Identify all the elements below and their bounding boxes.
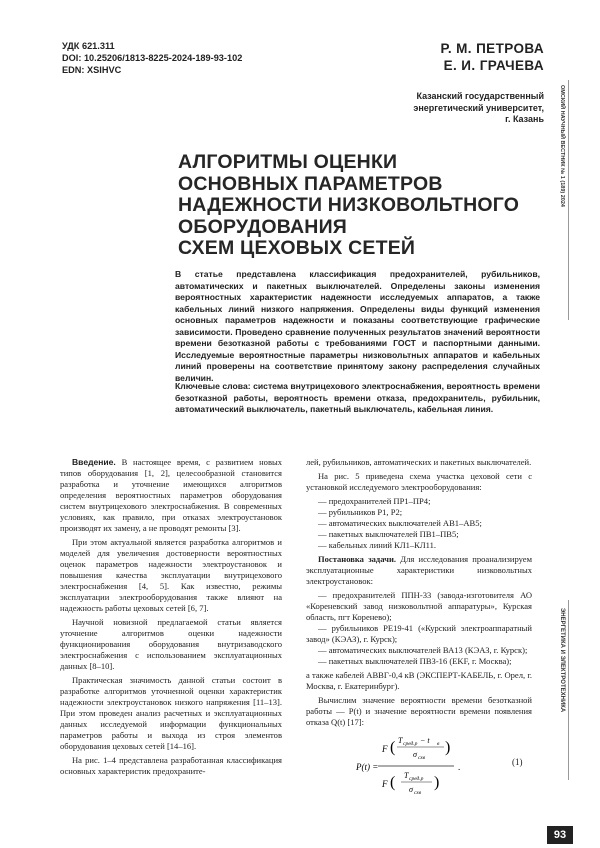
section-name: ЭНЕРГЕТИКА И ЭЛЕКТРОТЕХНИКА bbox=[559, 608, 565, 713]
page-number: 93 bbox=[547, 826, 573, 844]
formula-paren: ( bbox=[390, 739, 396, 756]
formula-paren: ) bbox=[434, 774, 440, 791]
title-line: СХЕМ ЦЕХОВЫХ СЕТЕЙ bbox=[178, 237, 416, 259]
formula-sigma: σ bbox=[409, 785, 413, 794]
udk: УДК 621.311 bbox=[62, 41, 115, 51]
affiliation-line: г. Казань bbox=[505, 114, 544, 124]
task-paragraph bbox=[306, 554, 532, 587]
paragraph: а также кабелей АВВГ-0,4 кВ (ЭКСПЕРТ-КАБЕЛЬ, г. Орел, г. Москва, г. Екатеринбург). bbox=[306, 670, 532, 691]
formula-number: (1) bbox=[512, 757, 523, 767]
section-heading: Постановка задачи. bbox=[318, 554, 397, 564]
formula-t-sub: сред.р bbox=[403, 741, 418, 747]
title-line: ОБОРУДОВАНИЯ bbox=[178, 215, 348, 238]
formula-paren: ( bbox=[390, 774, 396, 791]
sidebar-rule bbox=[568, 80, 569, 320]
list-item: — пакетных выключателей ПВЗ-16 (EKF, г. Москва); bbox=[306, 656, 532, 667]
right-column bbox=[306, 457, 532, 731]
formula-f: F bbox=[382, 744, 388, 754]
paragraph: Научной новизной предлагаемой статьи является уточнение алгоритмов оценки надежности функционирования оборудования внутризаводского электроснабжения с использованием эксплуатационных данных [8–10]. bbox=[60, 617, 282, 671]
doi: DOI: 10.25206/1813-8225-2024-189-93-102 bbox=[62, 53, 243, 63]
article-meta bbox=[62, 40, 242, 76]
intro-paragraph bbox=[60, 457, 282, 534]
section-sidebar bbox=[555, 608, 567, 828]
list-item: — пакетных выключателей ПВ1–ПВ5; bbox=[306, 529, 532, 540]
affiliation-line: энергетический университет, bbox=[413, 102, 544, 113]
formula-paren: ) bbox=[445, 739, 451, 756]
manufacturer-list bbox=[306, 590, 532, 667]
title-line: ОСНОВНЫХ ПАРАМЕТРОВ bbox=[178, 172, 443, 195]
formula-lhs: P(t) = bbox=[356, 762, 379, 772]
formula-1 bbox=[356, 730, 536, 800]
formula-t: T bbox=[398, 736, 403, 745]
paragraph: На рис. 1–4 представлена разработанная классификация основных характеристик предохраните- bbox=[60, 755, 282, 776]
affiliation-line: Казанский государственный bbox=[416, 91, 544, 101]
title-line: АЛГОРИТМЫ ОЦЕНКИ bbox=[178, 151, 398, 173]
list-item: — кабельных линий КЛ1–КЛ11. bbox=[306, 540, 532, 551]
keywords: Ключевые слова: система внутрицехового электроснабжения, вероятность времени безотказной работы, вероятность времени отказа, предохранитель, рубильник, автоматический выключатель, пакетный выключатель, кабельная линия. bbox=[175, 381, 540, 414]
journal-name: ОМСКИЙ НАУЧНЫЙ ВЕСТНИК № 1 (189) 2024 bbox=[559, 85, 565, 207]
journal-sidebar bbox=[555, 85, 567, 315]
list-item: — автоматических выключателей АВ1–АВ5; bbox=[306, 518, 532, 529]
list-item: — предохранителей ППН-33 (завода-изготовителя АО «Кореневский завод низковольтной аппаратуры», Курская область, пгт Коренево); bbox=[306, 590, 532, 623]
formula-tb-sub: в bbox=[437, 741, 440, 747]
paragraph: Практическая значимость данной статьи состоит в разработке алгоритмов уточненной оценки характеристик надежности электроустановок низкого напряжения [11–13]. При этом проведен анализ расчетных и эксплуатационных данных исследуемой информации функциональных параметров работы и выхода из строя элементов оборудования цеховых сетей [14–16]. bbox=[60, 675, 282, 751]
article-title bbox=[178, 152, 538, 260]
section-heading: Введение. bbox=[72, 457, 116, 467]
list-item: — предохранителей ПР1–ПР4; bbox=[306, 496, 532, 507]
paragraph: При этом актуальной является разработка алгоритмов и моделей для увеличения достоверности вероятностных оценок параметров надежности электроустановок и повышения качества эксплуатации внутрицехового электроснабжения [4, 5]. Как известно, режимы эксплуатации электрооборудования также влияют на надежность работы цеховых сетей [6, 7]. bbox=[60, 537, 282, 613]
author-1: Р. М. ПЕТРОВА bbox=[440, 41, 544, 56]
list-item: — рубильников РЕ19-41 («Курский электроаппаратный завод» (КЭАЗ), г. Курск); bbox=[306, 623, 532, 645]
paragraph-text: В настоящее время, с развитием новых типов оборудования [1, 2], целесообразной становится разработка и уточнение имеющихся алгоритмов определения вероятностных параметров оборудования систем внутрицехового электроснабжения. В современных условиях, как правило, при отказах электроустановок производят их замену, а не проводят ремонты [3]. bbox=[60, 457, 282, 533]
list-item: — автоматических выключателей ВА13 (КЭАЗ, г. Курск); bbox=[306, 645, 532, 656]
formula-sigma: σ bbox=[413, 750, 417, 759]
formula-t-sub: сред.р bbox=[409, 776, 424, 782]
abstract: В статье представлена классификация предохранителей, рубильников, автоматических и пакетных выключателей. Определены законы изменения вероятностных характеристик надежности исследуемых аппаратов, а также кабельных линий низкого напряжения. Определены виды функций изменения основных параметров надежности и показаны соответствующие графические зависимости. Проведено сравнение полученных результатов значений вероятности времени безотказной работы с требованиями ГОСТ и паспортными данными. Исследуемые вероятностные параметры низковольтных аппаратов и кабельных линий проверены на соответствие принятому закону распределения случайных величин. bbox=[175, 269, 540, 383]
affiliation bbox=[344, 91, 544, 126]
left-column bbox=[60, 457, 282, 780]
author-2: Е. И. ГРАЧЕВА bbox=[443, 58, 544, 73]
paragraph: лей, рубильников, автоматических и пакетных выключателей. bbox=[306, 457, 532, 467]
formula-sigma-sub: схв bbox=[418, 755, 426, 761]
list-item: — рубильников Р1, Р2; bbox=[306, 507, 532, 518]
equipment-list bbox=[306, 496, 532, 551]
paragraph: На рис. 5 приведена схема участка цеховой сети с установкой исследуемого электрооборудования: bbox=[306, 471, 532, 492]
formula-t: T bbox=[404, 771, 409, 780]
title-line: НАДЕЖНОСТИ НИЗКОВОЛЬТНОГО bbox=[178, 194, 520, 216]
formula-f: F bbox=[382, 779, 388, 789]
formula-sigma-sub: схв bbox=[414, 790, 422, 796]
sidebar-rule bbox=[568, 600, 569, 780]
paragraph: Вычислим значение вероятности времени безотказной работы — P(t) и значение вероятности времени появления отказа Q(t) [17]: bbox=[306, 695, 532, 727]
authors bbox=[440, 40, 544, 74]
formula-minus: − t bbox=[420, 736, 430, 745]
paragraph-text: Для исследования проанализируем эксплуатационные характеристики низковольтных электроустановок: bbox=[306, 554, 532, 586]
formula-dot: . bbox=[458, 762, 461, 772]
edn: EDN: XSIHVC bbox=[62, 65, 122, 75]
